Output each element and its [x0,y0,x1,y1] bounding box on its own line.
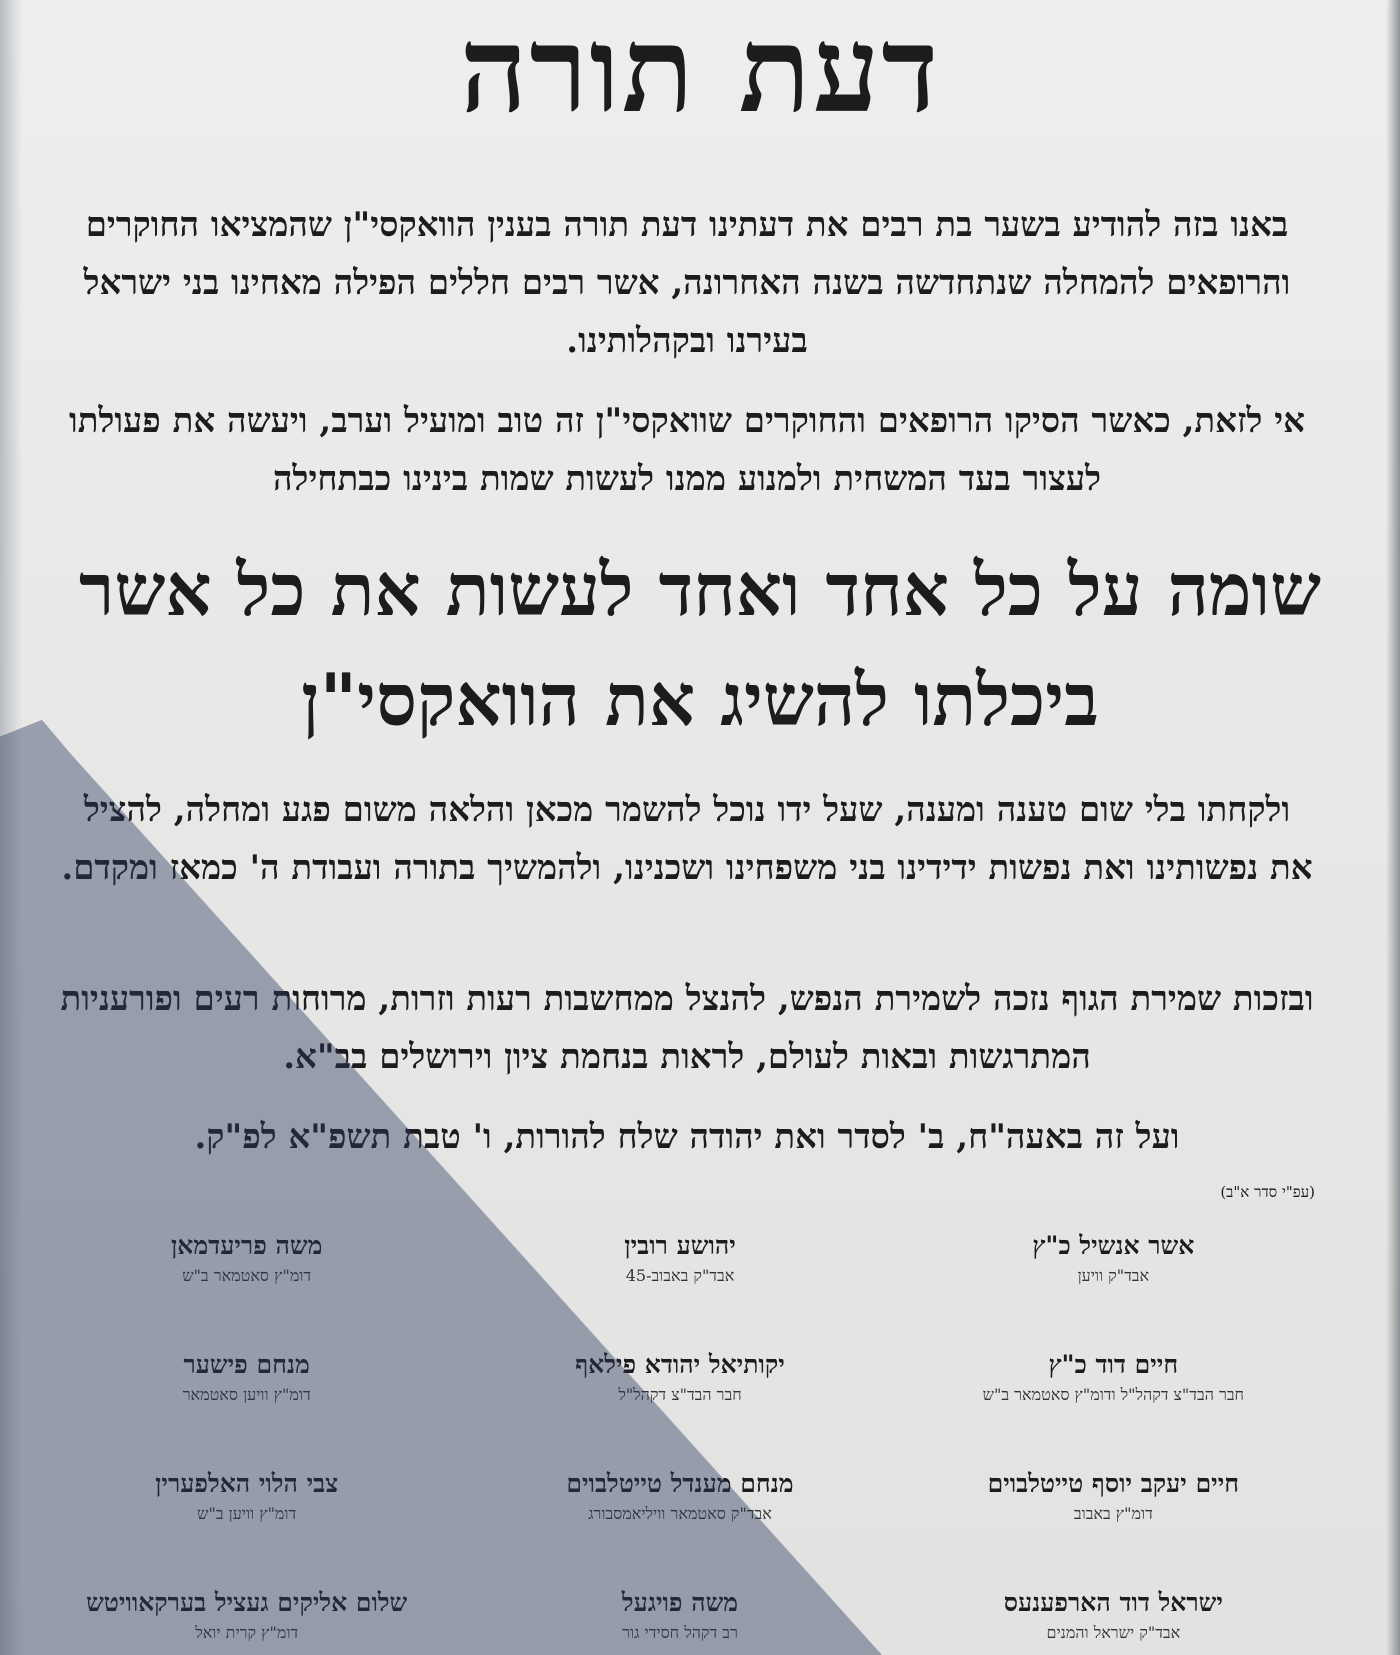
signature [463,1466,896,1585]
poster-edge-right [1386,0,1400,1655]
signature-name: מנחם פישער [183,1350,310,1379]
signature [897,1585,1330,1655]
alphabetical-order-note: (עפ"י סדר א"ב) [1220,1183,1315,1201]
signature-title: חבר הבד"צ דקהל"ל ודומ"ץ סאטמאר ב"ש [982,1385,1245,1404]
signature [897,1466,1330,1585]
signing-date-line: ועל זה באעה"ח, ב' לסדר ואת יהודה שלח להורות, ו' טבת תשפ"א לפ"ק. [194,1117,1180,1157]
signature-title: אבד"ק וויען [1077,1266,1150,1285]
signature-name: צבי הלוי האלפערין [155,1469,339,1498]
signature-name: משה פריעדמאן [170,1231,323,1260]
blessing-paragraph: ובזכות שמירת הגוף נזכה לשמירת הנפש, להנצל ממחשבות רעות וזרות, מרוחות רעים ופורעניות המתרגשות ובאות לעולם, לראות בנחמת ציון וירושלים בב"א. [60,979,1314,1077]
signature-name: מנחם מענדל טייטלבוים [566,1469,794,1498]
signature-name: אשר אנשיל כ"ץ [1032,1231,1195,1260]
signature-title: דומ"ץ וויען ב"ש [197,1504,297,1523]
signature-title: אבד"ק באבוב-45 [625,1266,735,1285]
signature-title: דומ"ץ וויען סאטמאר [182,1385,311,1404]
instruction-paragraph: ולקחתו בלי שום טענה ומענה, שעל ידו נוכל להשמר מכאן והלאה משום פגע ומחלה, להציל את נפשותינו ואת נפשות ידידינו בני משפחינו ושכנינו, ולהמשיך בתורה ועבודת ה' כמאז ומקדם. [61,790,1313,888]
signature [30,1466,463,1585]
signature-title: דומ"ץ סאטמאר ב"ש [182,1266,312,1285]
signature [30,1228,463,1347]
signature-title: אבד"ק ישראל והמנים [1046,1623,1181,1642]
signature-name: ישראל דוד הארפענעס [1003,1588,1223,1617]
signature [897,1228,1330,1347]
signature-name: יהושע רובין [624,1231,736,1260]
signature [897,1347,1330,1466]
signature-name: יקותיאל יהודא פילאף [575,1350,785,1379]
signature-name: שלום אליקים געציל בערקאוויטש [86,1588,408,1617]
signature [463,1585,896,1655]
signature [463,1347,896,1466]
signature-name: חיים יעקב יוסף טייטלבוים [987,1469,1240,1498]
signature-title: דומ"ץ קרית יואל [195,1623,299,1642]
poster-edge-left [0,0,22,1655]
signatures-grid [30,1228,1330,1655]
signature [30,1585,463,1655]
signature-title: רב דקהל חסידי גור [622,1623,738,1642]
reasoning-paragraph: אי לזאת, כאשר הסיקו הרופאים והחוקרים שוואקסי"ן זה טוב ומועיל וערב, ויעשה את פעולתו לעצור בעד המשחית ולמנוע ממנו לעשות שמות בינינו כבתחילה [69,401,1305,499]
signature [463,1228,896,1347]
main-directive-headline: שומה על כל אחד ואחד לעשות את כל אשר ביכלתו להשיג את הוואקסי"ן [79,547,1321,742]
signature-title: דומ"ץ באבוב [1073,1504,1153,1523]
signature-title: אבד"ק סאטמאר וויליאמסבורג [588,1504,772,1523]
poster-title: דעת תורה [459,0,941,139]
signature [30,1347,463,1466]
signature-name: משה פויגעל [621,1588,739,1617]
signature-name: חיים דוד כ"ץ [1048,1350,1179,1379]
intro-paragraph: באנו בזה להודיע בשער בת רבים את דעתינו דעת תורה בענין הוואקסי"ן שהמציאו החוקרים והרופאים להמחלה שנתחדשה בשנה האחרונה, אשר רבים חללים הפילה מאחינו בני ישראל בעירנו ובקהלותינו. [83,205,1291,361]
signature-title: חבר הבד"צ דקהל"ל [618,1385,742,1404]
